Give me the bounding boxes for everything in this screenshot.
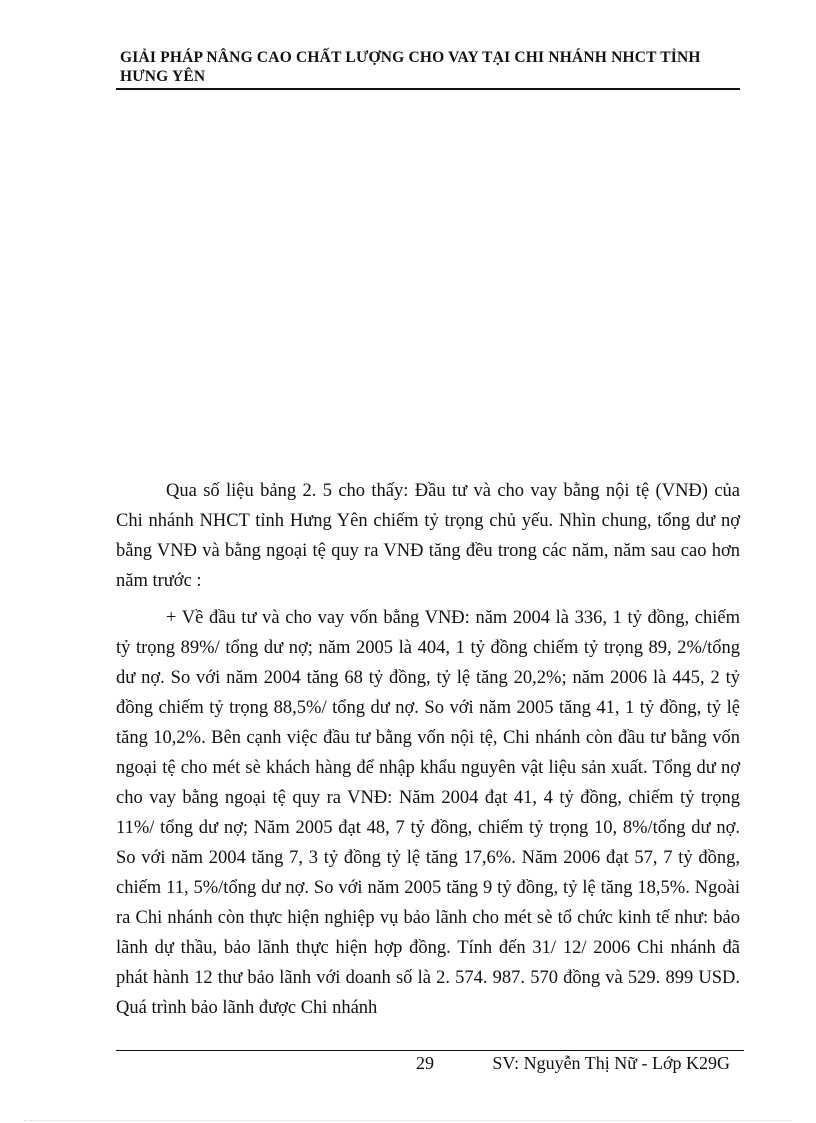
page-number: 29 xyxy=(416,1053,434,1073)
footer-divider xyxy=(116,1050,744,1051)
page-edge-divider xyxy=(24,1120,792,1121)
paragraph: Qua số liệu bảng 2. 5 cho thấy: Đầu tư và cho vay bằng nội tệ (VNĐ) của Chi nhánh NHCT tỉnh Hưng Yên chiếm tỷ trọng chủ yếu. Nhìn chung, tổng dư nợ bằng VNĐ và bằng ngoại tệ quy ra VNĐ tăng đều trong các năm, năm sau cao hơn năm trước : xyxy=(116,481,740,591)
footer-author: SV: Nguyễn Thị Nữ - Lớp K29G xyxy=(492,1053,730,1073)
page-header xyxy=(116,48,740,90)
paragraph: + Về đầu tư và cho vay vốn bằng VNĐ: năm 2004 là 336, 1 tỷ đồng, chiếm tỷ trọng 89%/ tổng dư nợ; năm 2005 là 404, 1 tỷ đồng chiếm tỷ trọng 89, 2%/tổng dư nợ. So với năm 2004 tăng 68 tỷ đồng, tỷ lệ tăng 20,2%; năm 2006 là 445, 2 tỷ đồng chiếm tỷ trọng 88,5%/ tổng dư nợ. So với năm 2005 tăng 41, 1 tỷ đồng, tỷ lệ tăng 10,2%. Bên cạnh việc đầu tư bằng vốn nội tệ, Chi nhánh còn đầu tư bằng vốn ngoại tệ cho mét sè khách hàng để nhập khẩu nguyên vật liệu sản xuất. Tổng dư nợ cho vay bằng ngoại tệ quy ra VNĐ: Năm 2004 đạt 41, 4 tỷ đồng, chiếm tỷ trọng 11%/ tổng dư nợ; Năm 2005 đạt 48, 7 tỷ đồng, chiếm tỷ trọng 10, 8%/tổng dư nợ. So với năm 2004 tăng 7, 3 tỷ đồng tỷ lệ tăng 17,6%. Năm 2006 đạt 57, 7 tỷ đồng, chiếm 11, 5%/tổng dư nợ. So với năm 2005 tăng 9 tỷ đồng, tỷ lệ tăng 18,5%. Ngoài ra Chi nhánh còn thực hiện nghiệp vụ bảo lãnh cho mét sè tổ chức kinh tế như: bảo lãnh dự thầu, bảo lãnh thực hiện hợp đồng. Tính đến 31/ 12/ 2006 Chi nhánh đã phát hành 12 thư bảo lãnh với doanh số là 2. 574. 987. 570 đồng và 529. 899 USD. Quá trình bảo lãnh được Chi nhánh xyxy=(116,608,740,1018)
page-footer xyxy=(116,1053,744,1079)
body-text xyxy=(116,476,740,1030)
header-divider xyxy=(116,88,740,90)
header-title: GIẢI PHÁP NÂNG CAO CHẤT LƯỢNG CHO VAY TẠI CHI NHÁNH NHCT TỈNH HƯNG YÊN xyxy=(120,49,701,85)
